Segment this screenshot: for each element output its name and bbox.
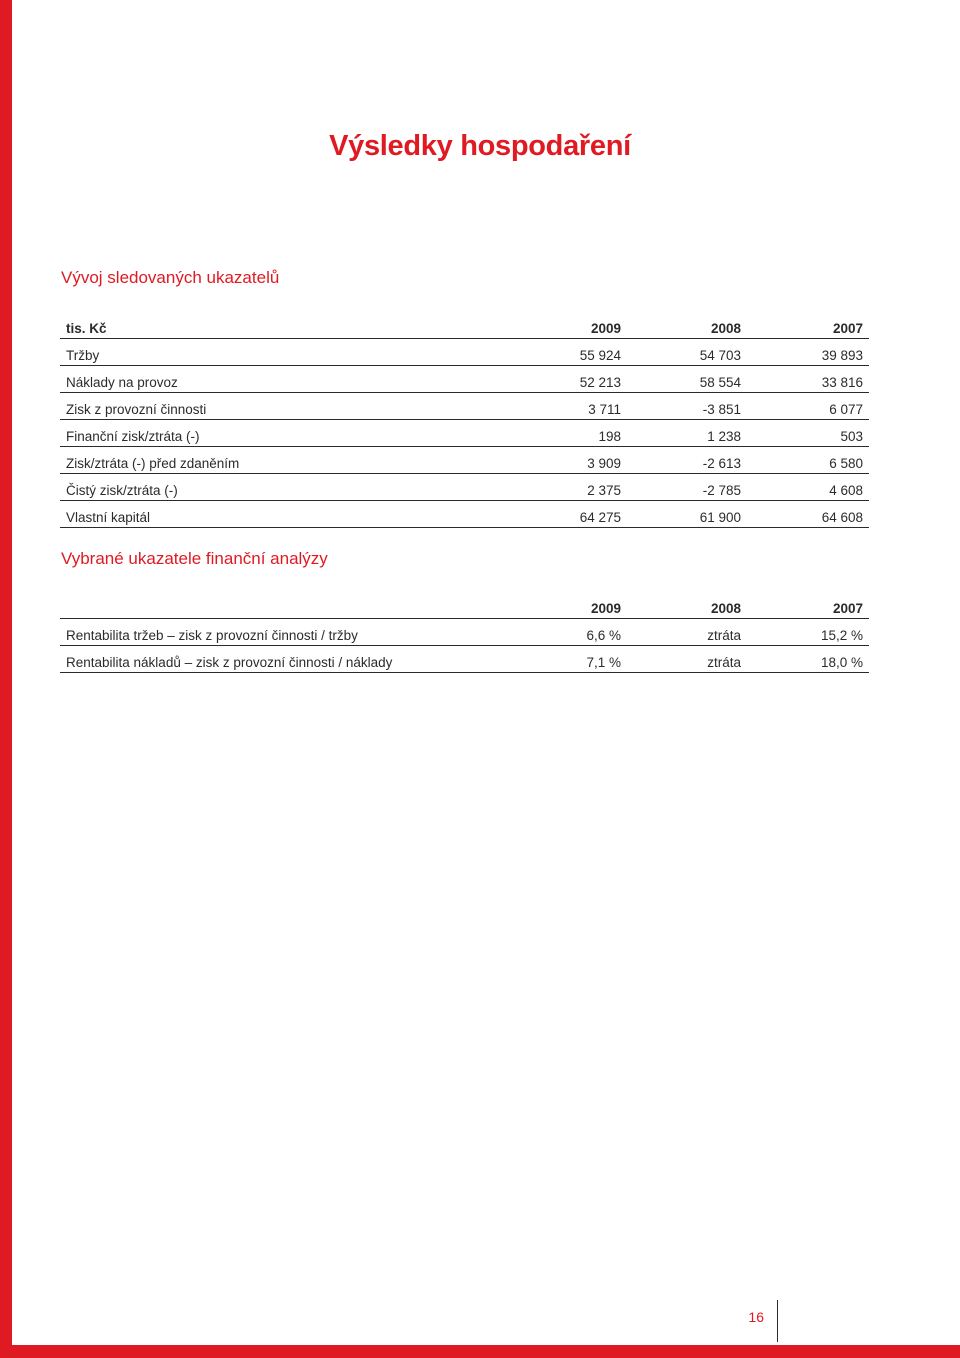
row-label: Rentabilita tržeb – zisk z provozní činnosti / tržby: [60, 619, 507, 646]
cell-2009: 55 924: [507, 339, 627, 366]
page-number: 16: [748, 1309, 764, 1325]
table-row: [60, 339, 869, 366]
header-year-2009: 2009: [507, 312, 627, 339]
cell-2007: 39 893: [747, 339, 869, 366]
cell-2007: 64 608: [747, 501, 869, 528]
cell-2009: 52 213: [507, 366, 627, 393]
table-row: [60, 366, 869, 393]
section-heading-financial-analysis: Vybrané ukazatele finanční analýzy: [61, 549, 328, 568]
cell-2008: -3 851: [627, 393, 747, 420]
cell-2008: -2 785: [627, 474, 747, 501]
table-row: [60, 420, 869, 447]
cell-2007: 6 580: [747, 447, 869, 474]
table-row: [60, 474, 869, 501]
table-header-row: [60, 592, 869, 619]
header-year-2007: 2007: [747, 312, 869, 339]
cell-2008: ztráta: [627, 646, 747, 673]
row-label: Zisk z provozní činnosti: [60, 393, 507, 420]
cell-2007: 18,0 %: [747, 646, 869, 673]
page-number-divider: [777, 1300, 778, 1342]
cell-2009: 198: [507, 420, 627, 447]
table-row: [60, 393, 869, 420]
cell-2008: 58 554: [627, 366, 747, 393]
row-label: Rentabilita nákladů – zisk z provozní činnosti / náklady: [60, 646, 507, 673]
cell-2008: 54 703: [627, 339, 747, 366]
cell-2009: 64 275: [507, 501, 627, 528]
page-title: Výsledky hospodaření: [329, 130, 631, 162]
bottom-red-border: [0, 1345, 960, 1358]
cell-2007: 503: [747, 420, 869, 447]
cell-2009: 3 711: [507, 393, 627, 420]
row-label: Čistý zisk/ztráta (-): [60, 474, 507, 501]
row-label: Vlastní kapitál: [60, 501, 507, 528]
header-year-2007: 2007: [747, 592, 869, 619]
indicators-table: [60, 312, 869, 528]
table-row: [60, 501, 869, 528]
header-year-2009: 2009: [507, 592, 627, 619]
cell-2008: 1 238: [627, 420, 747, 447]
cell-2009: 2 375: [507, 474, 627, 501]
row-label: Náklady na provoz: [60, 366, 507, 393]
cell-2009: 7,1 %: [507, 646, 627, 673]
financial-analysis-table: [60, 592, 869, 673]
row-label: Tržby: [60, 339, 507, 366]
table-row: [60, 619, 869, 646]
cell-2009: 3 909: [507, 447, 627, 474]
header-unit: tis. Kč: [60, 312, 507, 339]
cell-2007: 6 077: [747, 393, 869, 420]
cell-2007: 4 608: [747, 474, 869, 501]
section-heading-indicators: Vývoj sledovaných ukazatelů: [61, 268, 280, 287]
left-red-border: [0, 0, 12, 1358]
cell-2008: 61 900: [627, 501, 747, 528]
row-label: Zisk/ztráta (-) před zdaněním: [60, 447, 507, 474]
table-row: [60, 646, 869, 673]
cell-2009: 6,6 %: [507, 619, 627, 646]
cell-2007: 33 816: [747, 366, 869, 393]
table-header-row: [60, 312, 869, 339]
header-label: [60, 592, 507, 619]
header-year-2008: 2008: [627, 312, 747, 339]
cell-2007: 15,2 %: [747, 619, 869, 646]
cell-2008: ztráta: [627, 619, 747, 646]
header-year-2008: 2008: [627, 592, 747, 619]
table-row: [60, 447, 869, 474]
cell-2008: -2 613: [627, 447, 747, 474]
row-label: Finanční zisk/ztráta (-): [60, 420, 507, 447]
